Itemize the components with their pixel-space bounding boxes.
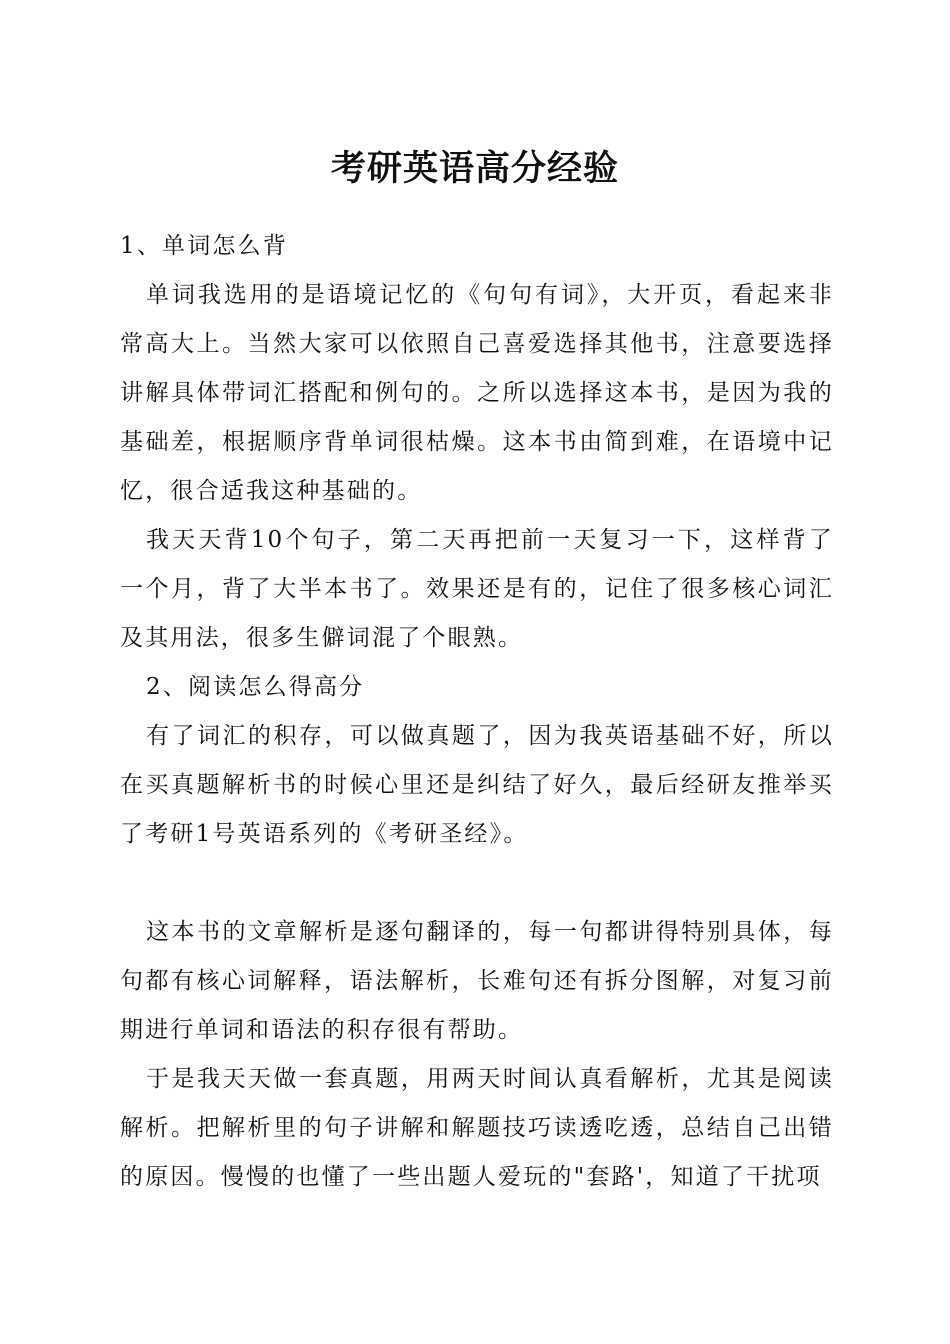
paragraph: 单词我选用的是语境记忆的《句句有词》，大开页，看起来非常高大上。当然大家可以依照自己喜爱选择其他书，注意要选择讲解具体带词汇搭配和例句的。之所以选择这本书，是因为我的基础差，根据顺序背单词很枯燥。这本书由简到难，在语境中记忆，很合适我这种基础的。 (120, 282, 834, 504)
section-heading-reading: 2、阅读怎么得高分 (146, 674, 365, 700)
section-heading-vocabulary: 1、单词怎么背 (120, 233, 289, 259)
paragraph: 于是我天天做一套真题，用两天时间认真看解析，尤其是阅读解析。把解析里的句子讲解和解题技巧读透吃透，总结自己出错的原因。慢慢的也懂了一些出题人爱玩的"套路'，知道了干扰项 (120, 1066, 834, 1190)
paragraph: 我天天背10个句子，第二天再把前一天复习一下，这样背了一个月，背了大半本书了。效果还是有的，记住了很多核心词汇及其用法，很多生僻词混了个眼熟。 (120, 527, 834, 651)
document-body (120, 222, 834, 1202)
document-title: 考研英语高分经验 (330, 148, 619, 189)
paragraph-gap (120, 859, 834, 908)
paragraph: 有了词汇的积存，可以做真题了，因为我英语基础不好，所以在买真题解析书的时候心里还是纠结了好久，最后经研友推举买了考研1号英语系列的《考研圣经》。 (120, 723, 834, 847)
paragraph: 这本书的文章解析是逐句翻译的，每一句都讲得特别具体，每句都有核心词解释，语法解析，长难句还有拆分图解，对复习前期进行单词和语法的积存很有帮助。 (120, 919, 834, 1043)
